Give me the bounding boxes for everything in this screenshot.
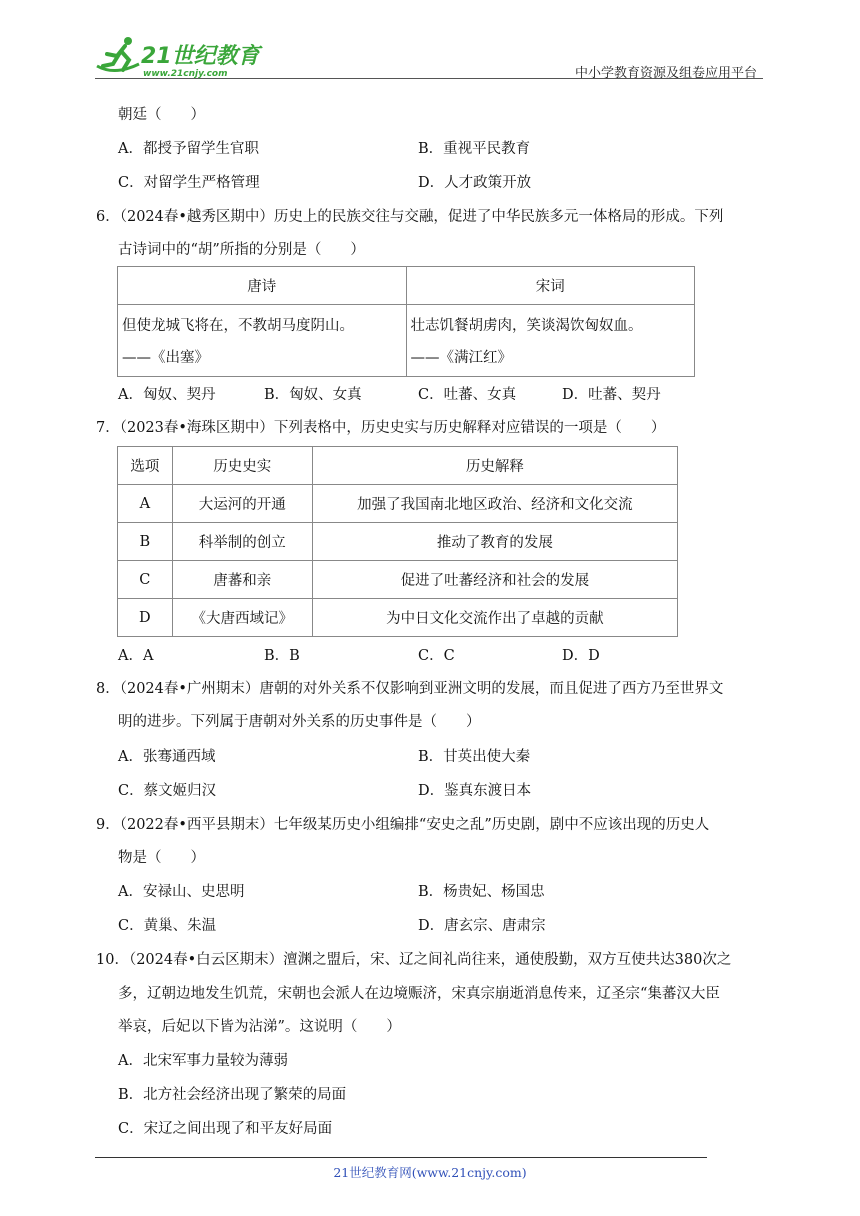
- q6-poem-table: [117, 266, 695, 377]
- q7-row-d-option: D: [118, 599, 173, 637]
- q9-option-c[interactable]: C．黄巢、朱温: [118, 918, 217, 934]
- q5-option-d[interactable]: D．人才政策开放: [418, 175, 532, 191]
- q7-row-a-fact: 大运河的开通: [172, 485, 312, 523]
- platform-name: 中小学教育资源及组卷应用平台: [574, 66, 757, 81]
- q6-option-a[interactable]: A．匈奴、契丹: [118, 387, 216, 403]
- q6-song-source: ——《满江红》: [410, 349, 512, 366]
- q7-header-explanation: 历史解释: [312, 447, 677, 485]
- footer-link[interactable]: 21世纪教育网(www.21cnjy.com): [333, 1165, 527, 1180]
- q5-option-b[interactable]: B．重视平民教育: [418, 141, 531, 157]
- q5-option-c[interactable]: C．对留学生严格管理: [118, 175, 260, 191]
- q7-row-c-explanation: 促进了吐蕃经济和社会的发展: [312, 561, 677, 599]
- q9-option-d[interactable]: D．唐玄宗、唐肃宗: [418, 918, 546, 934]
- q7-row-c-option: C: [118, 561, 173, 599]
- logo-url: www.21cnjy.com: [143, 69, 228, 78]
- runner-logo-icon: [95, 36, 265, 78]
- table-row: [118, 599, 678, 637]
- q6-cell-song: [406, 305, 695, 377]
- q7-row-b-option: B: [118, 523, 173, 561]
- table-row: [118, 561, 678, 599]
- q6-option-d[interactable]: D．吐蕃、契丹: [562, 387, 661, 403]
- q7-option-d[interactable]: D．D: [562, 648, 600, 664]
- q8-stem-line1: 8．（2024春•广州期末）唐朝的对外关系不仅影响到亚洲文明的发展，而且促进了西方乃至世界文: [96, 681, 724, 697]
- header-divider: [95, 78, 763, 79]
- q6-header-tang: 唐诗: [118, 267, 407, 305]
- q8-option-a[interactable]: A．张骞通西域: [118, 749, 216, 765]
- q9-stem-line1: 9．（2022春•西平县期末）七年级某历史小组编排“安史之乱”历史剧，剧中不应该出现的历史人: [96, 817, 710, 833]
- q7-row-b-fact: 科举制的创立: [172, 523, 312, 561]
- table-row: [118, 485, 678, 523]
- q10-option-c[interactable]: C．宋辽之间出现了和平友好局面: [118, 1121, 333, 1137]
- q7-row-d-explanation: 为中日文化交流作出了卓越的贡献: [312, 599, 677, 637]
- q7-row-a-option: A: [118, 485, 173, 523]
- q6-tang-source: ——《出塞》: [122, 349, 209, 366]
- q7-option-c[interactable]: C．C: [418, 648, 455, 664]
- q8-option-b[interactable]: B．甘英出使大秦: [418, 749, 531, 765]
- q7-row-a-explanation: 加强了我国南北地区政治、经济和文化交流: [312, 485, 677, 523]
- q7-option-b[interactable]: B．B: [264, 648, 300, 664]
- q10-stem-line1: 10．（2024春•白云区期末）澶渊之盟后，宋、辽之间礼尚往来，通使殷勤，双方互使共达380次之: [96, 952, 732, 968]
- q10-stem-line2: 多，辽朝边地发生饥荒，宋朝也会派人在边境赈济，宋真宗崩逝消息传来，辽圣宗“集蕃汉大臣: [118, 986, 720, 1002]
- q10-option-b[interactable]: B．北方社会经济出现了繁荣的局面: [118, 1087, 347, 1103]
- site-logo[interactable]: [95, 36, 265, 78]
- q7-row-c-fact: 唐蕃和亲: [172, 561, 312, 599]
- page-header: [95, 28, 763, 80]
- q6-header-song: 宋词: [406, 267, 695, 305]
- q6-tang-verse: 但使龙城飞将在，不教胡马度阴山。: [122, 317, 354, 334]
- q7-option-a[interactable]: A．A: [118, 648, 154, 664]
- q8-option-d[interactable]: D．鉴真东渡日本: [418, 783, 532, 799]
- q5-stem-cont: 朝廷（ ）: [118, 107, 205, 123]
- logo-text: 21世纪教育: [141, 44, 260, 69]
- q9-option-b[interactable]: B．杨贵妃、杨国忠: [418, 884, 545, 900]
- q10-stem-line3: 举哀，后妃以下皆为沾涕”。这说明（ ）: [118, 1019, 401, 1035]
- q6-stem-line2: 古诗词中的“胡”所指的分别是（ ）: [118, 242, 365, 258]
- q7-header-option: 选项: [118, 447, 173, 485]
- footer-divider: [95, 1157, 707, 1158]
- q7-row-b-explanation: 推动了教育的发展: [312, 523, 677, 561]
- q7-row-d-fact: 《大唐西域记》: [172, 599, 312, 637]
- q6-cell-tang: [118, 305, 407, 377]
- q8-option-c[interactable]: C．蔡文姬归汉: [118, 783, 217, 799]
- q6-song-verse: 壮志饥餐胡虏肉，笑谈渴饮匈奴血。: [410, 317, 643, 334]
- q9-option-a[interactable]: A．安禄山、史思明: [118, 884, 245, 900]
- q6-option-b[interactable]: B．匈奴、女真: [264, 387, 362, 403]
- q10-option-a[interactable]: A．北宋军事力量较为薄弱: [118, 1053, 288, 1069]
- q7-header-fact: 历史史实: [172, 447, 312, 485]
- q6-option-c[interactable]: C．吐蕃、女真: [418, 387, 517, 403]
- q6-stem-line1: 6．（2024春•越秀区期中）历史上的民族交往与交融，促进了中华民族多元一体格局的形成。下列: [96, 209, 724, 225]
- q9-stem-line2: 物是（ ）: [118, 850, 205, 866]
- q5-option-a[interactable]: A．都授予留学生官职: [118, 141, 259, 157]
- q7-stem-line1: 7．（2023春•海珠区期中）下列表格中，历史史实与历史解释对应错误的一项是（ ）: [96, 420, 666, 436]
- table-row: [118, 523, 678, 561]
- q7-history-table: [117, 446, 678, 637]
- q8-stem-line2: 明的进步。下列属于唐朝对外关系的历史事件是（ ）: [118, 714, 481, 730]
